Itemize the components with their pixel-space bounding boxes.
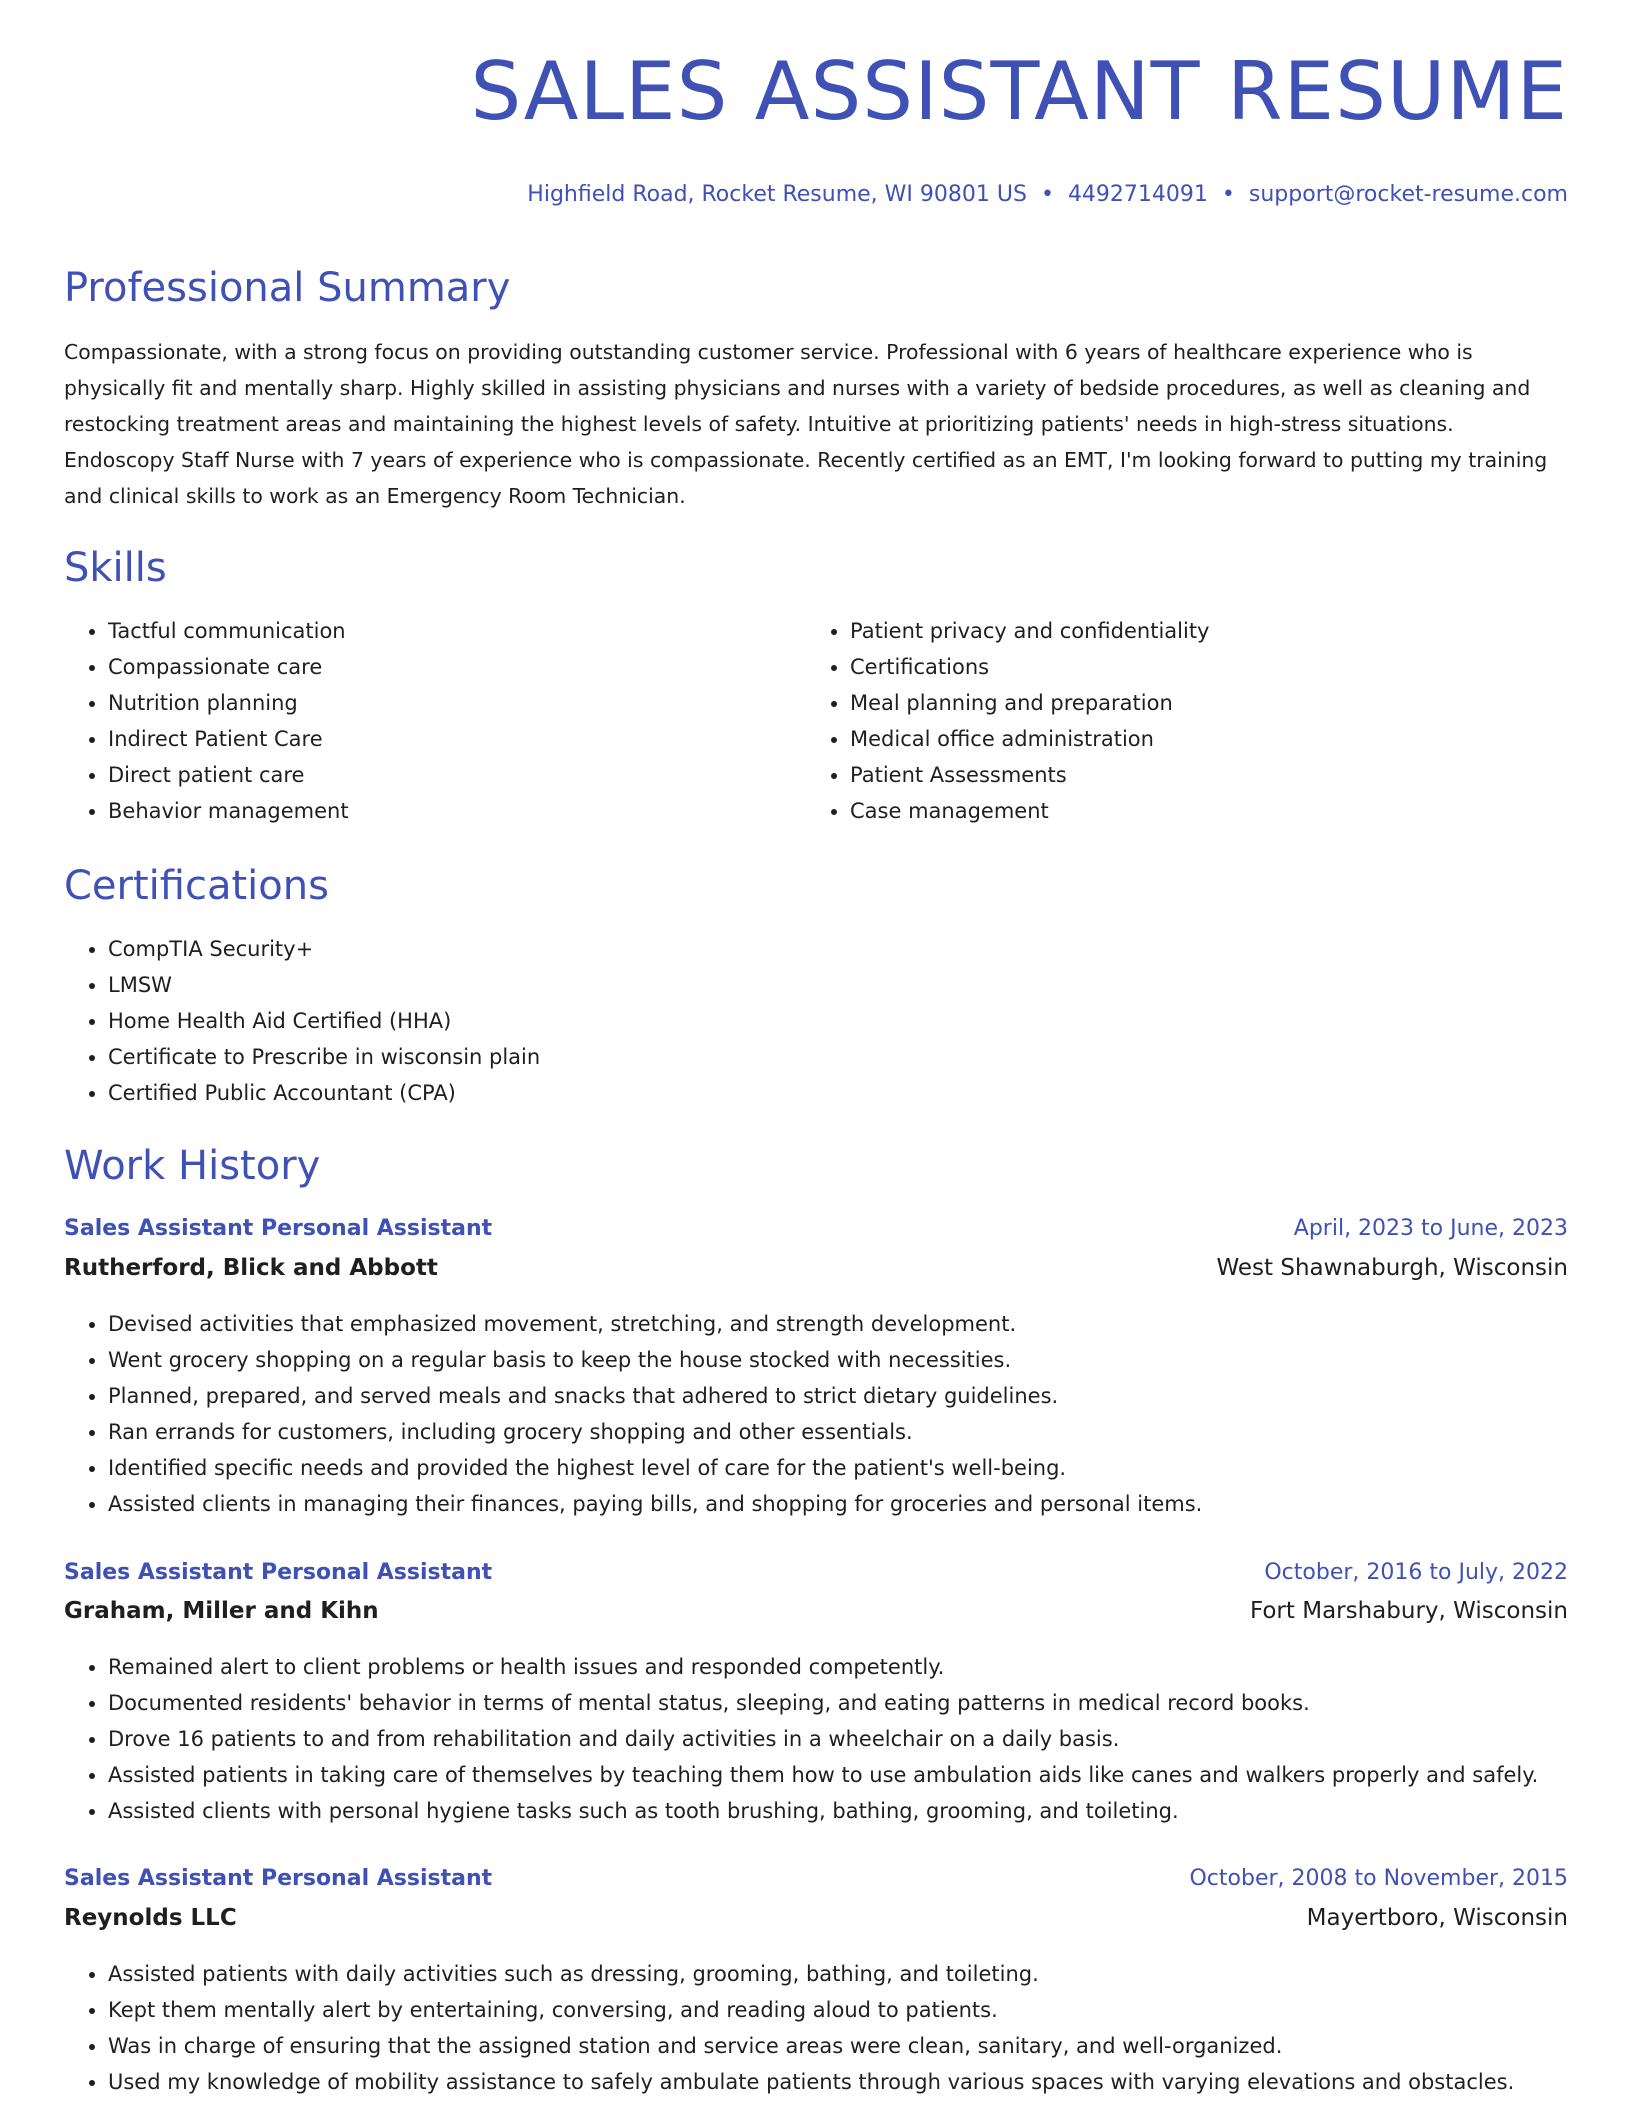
job-company: Graham, Miller and Kihn [64,1598,379,1624]
job-bullet: • Assisted patients with daily activities such as dressing, grooming, bathing, and toileting. [108,1956,1514,1992]
skill-item: • Medical office administration [850,721,1209,757]
job-bullets [64,1956,1514,2100]
job-title: Sales Assistant Personal Assistant [64,1560,493,1585]
certification-item: • LMSW [108,967,540,1003]
job-bullets [64,1306,1202,1522]
job-location: Fort Marshabury, Wisconsin [1249,1598,1568,1624]
contact-separator: • [1221,182,1235,207]
contact-address: Highfield Road, Rocket Resume, WI 90801 US [527,182,1027,207]
job-company: Reynolds LLC [64,1905,237,1931]
job-bullet: • Assisted patients in taking care of themselves by teaching them how to use ambulation aids like canes and walkers properly and safely. [108,1757,1538,1793]
job-dates: October, 2008 to November, 2015 [1189,1866,1568,1891]
skill-item: • Direct patient care [108,757,349,793]
job-header-row [64,1216,1568,1241]
job-bullet: • Planned, prepared, and served meals and snacks that adhered to strict dietary guidelines. [108,1378,1202,1414]
certification-item: • Certified Public Accountant (CPA) [108,1075,540,1111]
job-header-row [64,1560,1568,1585]
skill-item: • Nutrition planning [108,685,349,721]
job-bullet: • Went grocery shopping on a regular basis to keep the house stocked with necessities. [108,1342,1202,1378]
skill-item: • Behavior management [108,793,349,829]
job-bullet: • Documented residents' behavior in terms of mental status, sleeping, and eating patterns in medical record books. [108,1685,1538,1721]
job-bullet: • Ran errands for customers, including grocery shopping and other essentials. [108,1414,1202,1450]
certifications-list [64,931,540,1111]
skills-heading: Skills [64,545,167,591]
contact-separator: • [1040,182,1054,207]
job-bullets [64,1649,1538,1829]
job-bullet: • Drove 16 patients to and from rehabilitation and daily activities in a wheelchair on a daily basis. [108,1721,1538,1757]
skill-item: • Patient privacy and confidentiality [850,613,1209,649]
job-bullet: • Kept them mentally alert by entertaining, conversing, and reading aloud to patients. [108,1992,1514,2028]
job-location: West Shawnaburgh, Wisconsin [1216,1255,1568,1281]
job-bullet: • Used my knowledge of mobility assistance to safely ambulate patients through various spaces with varying elevations and obstacles. [108,2064,1514,2100]
certification-item: • CompTIA Security+ [108,931,540,967]
job-bullet: • Assisted clients with personal hygiene tasks such as tooth brushing, bathing, grooming, and toileting. [108,1793,1538,1829]
summary-text: Compassionate, with a strong focus on providing outstanding customer service. Professional with 6 years of healthcare experience who is physically fit and mentally sharp. Highly skilled in assisting physicians and nurses with a variety of bedside procedures, as well as cleaning and restocking treatment areas and maintaining the highest levels of safety. Intuitive at prioritizing patients' needs in high-stress situations. Endoscopy Staff Nurse with 7 years of experience who is compassionate. Recently certified as an EMT, I'm looking forward to putting my training and clinical skills to work as an Emergency Room Technician. [64,340,1548,508]
skill-item: • Indirect Patient Care [108,721,349,757]
job-bullet: • Devised activities that emphasized movement, stretching, and strength development. [108,1306,1202,1342]
skill-item: • Tactful communication [108,613,349,649]
job-bullet: • Assisted clients in managing their finances, paying bills, and shopping for groceries and personal items. [108,1486,1202,1522]
summary-heading: Professional Summary [64,265,511,311]
contact-email: support@rocket-resume.com [1248,182,1568,207]
job-company-row [64,1255,1568,1281]
job-bullet: • Was in charge of ensuring that the assigned station and service areas were clean, sanitary, and well-organized. [108,2028,1514,2064]
work-history-heading: Work History [64,1143,321,1189]
certification-item: • Certificate to Prescribe in wisconsin plain [108,1039,540,1075]
job-bullet: • Identified specific needs and provided the highest level of care for the patient's well-being. [108,1450,1202,1486]
job-company-row [64,1905,1568,1931]
contact-phone: 4492714091 [1067,182,1208,207]
skills-list-right [806,613,1209,829]
skill-item: • Meal planning and preparation [850,685,1209,721]
job-title: Sales Assistant Personal Assistant [64,1216,493,1241]
skill-item: • Certifications [850,649,1209,685]
contact-line [527,182,1568,207]
job-bullet: • Remained alert to client problems or health issues and responded competently. [108,1649,1538,1685]
resume-title: SALES ASSISTANT RESUME [470,45,1568,138]
skill-item: • Compassionate care [108,649,349,685]
certifications-heading: Certifications [64,863,329,909]
job-title: Sales Assistant Personal Assistant [64,1866,493,1891]
skill-item: • Patient Assessments [850,757,1209,793]
certification-item: • Home Health Aid Certified (HHA) [108,1003,540,1039]
job-header-row [64,1866,1568,1891]
skills-list-left [64,613,349,829]
skill-item: • Case management [850,793,1209,829]
job-dates: October, 2016 to July, 2022 [1264,1560,1568,1585]
job-location: Mayertboro, Wisconsin [1306,1905,1568,1931]
job-company-row [64,1598,1568,1624]
job-company: Rutherford, Blick and Abbott [64,1255,438,1281]
job-dates: April, 2023 to June, 2023 [1293,1216,1568,1241]
